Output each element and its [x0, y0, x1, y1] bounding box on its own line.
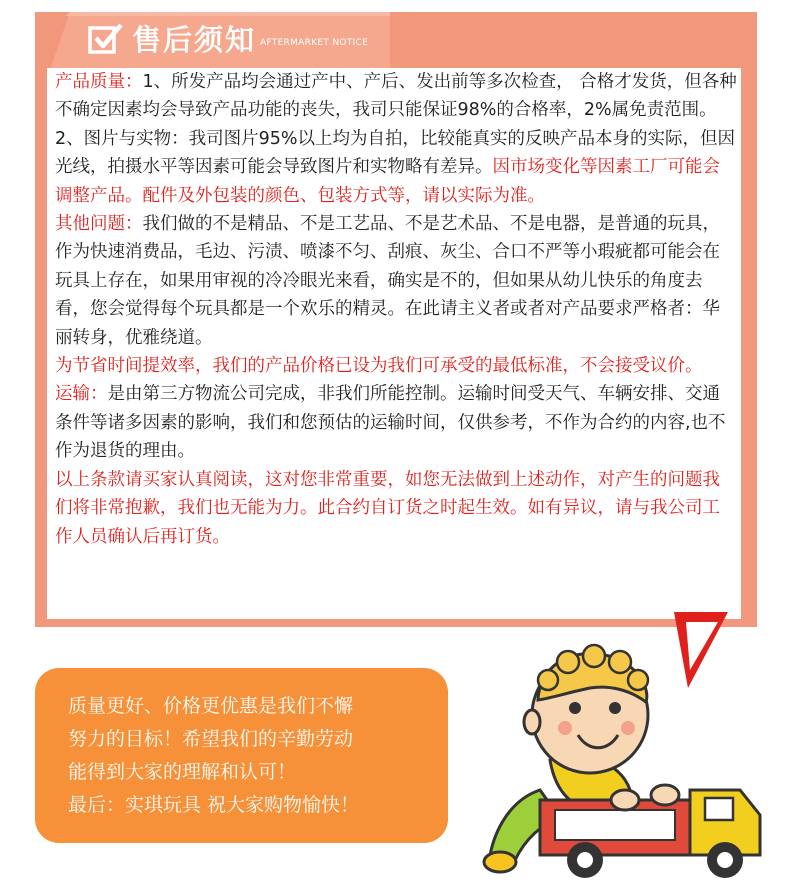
message-text [68, 690, 438, 822]
section-quality [55, 68, 737, 210]
section-terms: 以上条款请买家认真阅读，这对您非常重要，如您无法做到上述动作，对产生的问题我们将非常抱歉，我们也无能为力。此合约自订货之时起生效。如有异议，请与我公司工作人员确认后再订货。 [55, 469, 720, 547]
section-shipping [55, 380, 737, 465]
section-label: 其他问题： [55, 214, 143, 235]
section-label: 运输： [55, 384, 108, 405]
checkbox-icon [88, 22, 124, 54]
section-text: 我们做的不是精品、不是工艺品、不是艺术品、不是电器，是普通的玩具，作为快速消费品，毛边、污渍、喷漆不匀、刮痕、灰尘、合口不严等小瑕疵都可能会在玩具上存在，如果用审视的冷冷眼光来看，确实是不的，但如果从幼儿快乐的角度去看，您会觉得每个玩具都是一个欢乐的精灵。在此请主义者或者对产品要求严格者：华丽转身，优雅绕道。 [55, 214, 720, 348]
kid-with-toy-truck-illustration [470, 640, 780, 890]
section-other [55, 210, 737, 352]
message-line: 努力的目标！希望我们的辛勤劳动 [68, 728, 354, 750]
message-line: 质量更好、价格更优惠是我们不懈 [68, 695, 354, 717]
page-title: 售后须知 [132, 23, 257, 57]
message-line: 能得到大家的理解和认可！ [68, 761, 297, 783]
section-label: 产品质量： [55, 72, 143, 92]
page-subtitle: AFTERMARKET NOTICE [260, 38, 369, 48]
section-text: 是由第三方物流公司完成，非我们所能控制。运输时间受天气、车辆安排、交通条件等诸多因素的影响，我们和您预估的运输时间，仅供参考，不作为合约的内容,也不作为退货的理由。 [55, 384, 726, 462]
notice-text [55, 68, 737, 551]
section-text: 1、所发产品均会通过产中、产后、发出前等多次检查， 合格才发货，但各种不确定因素均会导致产品功能的丧失，我司只能保证98%的合格率，2%属免责范围。2、图片与实物：我司图片95%以上均为自拍，比较能真实的反映产品本身的实际，但因光线，拍摄水平等因素可能会导致图片和实物略有差异。 [55, 72, 737, 178]
message-line: 最后：实琪玩具 祝大家购物愉快！ [68, 794, 360, 816]
section-pricing: 为节省时间提效率，我们的产品价格已设为我们可承受的最低标准，不会接受议价。 [55, 356, 703, 377]
section-highlight: 因市场变化等因素工厂可能会调整产品。配件及外包装的颜色、包装方式等，请以实际为准。 [55, 157, 720, 206]
